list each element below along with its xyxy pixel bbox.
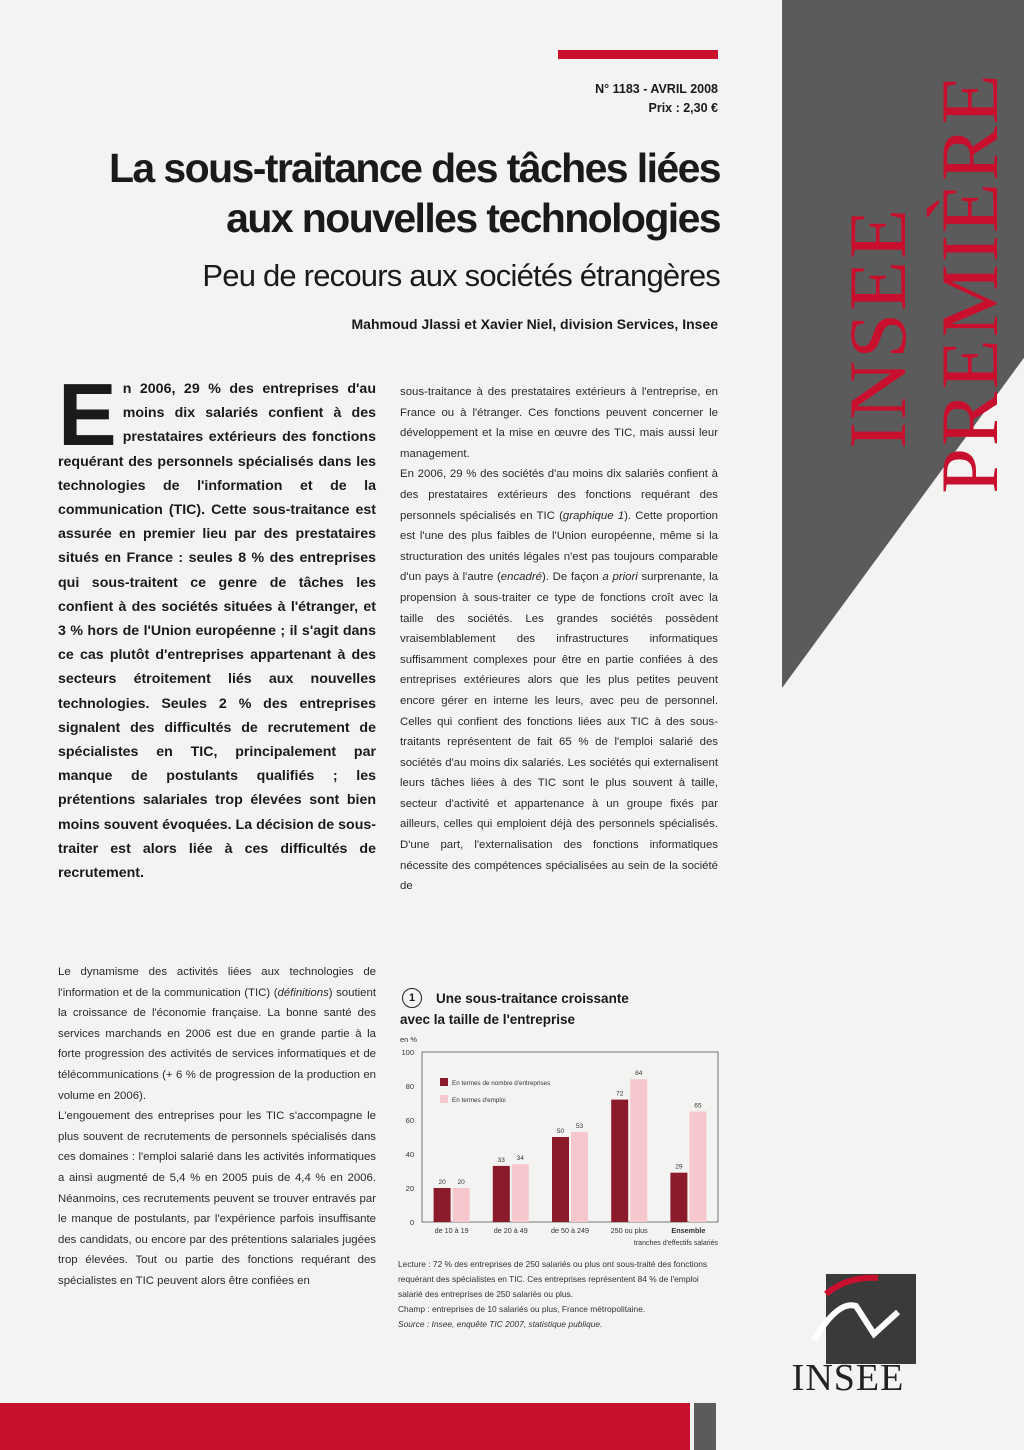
y-tick-label: 80 <box>405 1082 414 1091</box>
bar-emploi <box>630 1079 647 1222</box>
chart-number: 1 <box>402 988 422 1008</box>
header-accent-bar <box>558 50 718 59</box>
bar-chart <box>396 1032 726 1257</box>
chart-notes <box>398 1257 720 1332</box>
chart-title-line2: avec la taille de l'entreprise <box>400 1012 576 1027</box>
bar-value-label: 29 <box>675 1163 683 1171</box>
masthead-line2: PREMIÈRE <box>924 72 1015 494</box>
bar-value-label: 84 <box>635 1070 643 1078</box>
masthead-title <box>832 38 1015 538</box>
bar-emploi <box>512 1164 529 1222</box>
chart-ylabel: en % <box>400 1035 418 1044</box>
chart-xlabel: tranches d'effectifs salariés <box>633 1240 718 1247</box>
bar-emploi <box>571 1132 588 1222</box>
chart-title-line1: Une sous-traitance croissante <box>436 991 629 1006</box>
masthead-line1: INSEE <box>832 206 923 450</box>
bar-emploi <box>689 1112 706 1223</box>
y-tick-label: 60 <box>405 1116 414 1125</box>
bar-emploi <box>453 1188 470 1222</box>
footer-gray-block <box>694 1403 716 1450</box>
body-right-p2: En 2006, 29 % des sociétés d'au moins dix salariés confient à des prestataires extérieurs des fonctions requérant des personnels spécialisés en TIC (graphique 1). Cette proportion est l'une des plus faibles de l'Union européenne, même si la structuration des unités légales n'est pas toujours comparable d'un pays à l'autre (encadré). De façon a priori surprenante, la propension à sous-traiter ce type de fonctions croît avec la taille des sociétés. Les grandes sociétés possèdent vraisemblablement des infrastructures informatiques suffisamment complexes pour être en partie confiées à des entreprises extérieures alors que les plus petites peuvent encore gérer en interne les leurs, avec peu de personnel. Celles qui confient des fonctions liées aux TIC à des sous-traitants représentent de fait 65 % de l'emploi salarié des sociétés d'au moins dix salariés. Les sociétés qui externalisent leurs tâches liées à des TIC sont le plus souvent à taille, secteur d'activité et appartenance à un groupe fixés par ailleurs, celles qui emploient déjà des personnels spécialisés. D'une part, l'externalisation des fonctions informatiques nécessite des compétences spécialisées au sein de la société de <box>400 468 719 893</box>
issue-price: Prix : 2,30 € <box>648 101 718 115</box>
lead-text: n 2006, 29 % des entreprises d'au moins dix salariés confient à des prestataires extérieurs des fonctions requérant des personnels spécialisés dans les technologies de l'information et de la communication (TIC). Cette sous-traitance est assurée en premier lieu par des prestataires situés en France : seules 8 % des entreprises qui sous-traitent ce genre de tâches les confient à des sociétés situées à l'étranger, et 3 % hors de l'Union européenne ; il s'agit dans ce cas plutôt d'entreprises appartenant à des secteurs étroitement liés aux nouvelles technologies. Seules 2 % des entreprises signalent des difficultés de recrutement de spécialistes en TIC, principalement par manque de postulants qualifiés ; les prétentions salariales trop élevées sont bien moins souvent évoquées. La décision de sous-traiter est alors liée à ces difficultés de recrutement. <box>58 381 376 882</box>
body-right-p1: sous-traitance à des prestataires extérieurs à l'entreprise, en France ou à l'étranger. Ces fonctions peuvent concerner le développement et la mise en œuvre des TIC, mais aussi leur management. <box>400 386 718 460</box>
y-tick-label: 40 <box>405 1150 414 1159</box>
note-lecture: Lecture : 72 % des entreprises de 250 salariés ou plus ont sous-traité des fonctions requérant des spécialistes en TIC. Ces entreprises représentent 84 % de l'emploi salarié des entreprises de 250 salariés ou plus. <box>398 1259 708 1299</box>
legend-swatch <box>440 1078 448 1086</box>
insee-logo-word: INSEE <box>791 1357 905 1399</box>
body-column-right <box>400 382 718 897</box>
bar-value-label: 33 <box>497 1156 505 1164</box>
bar-value-label: 34 <box>516 1155 524 1163</box>
bar-value-label: 20 <box>438 1179 446 1186</box>
x-tick-label: de 10 à 19 <box>434 1226 469 1235</box>
legend-label: En termes de nombre d'entreprises <box>452 1080 551 1087</box>
chart-title <box>400 988 718 1030</box>
x-tick-label: de 50 à 249 <box>551 1226 589 1235</box>
note-champ: Champ : entreprises de 10 salariés ou plus, France métropolitaine. <box>398 1304 646 1314</box>
legend-label: En termes d'emploi <box>452 1097 506 1104</box>
bar-entreprises <box>552 1137 569 1222</box>
bar-entreprises <box>434 1188 451 1222</box>
bar-value-label: 53 <box>575 1122 584 1130</box>
legend-swatch <box>440 1095 448 1103</box>
page-subtitle: Peu de recours aux sociétés étrangères <box>202 258 720 293</box>
issue-number: N° 1183 - AVRIL 2008 <box>595 82 718 96</box>
authors: Mahmoud Jlassi et Xavier Niel, division Services, Insee <box>351 316 718 332</box>
x-tick-label: Ensemble <box>671 1226 706 1235</box>
x-tick-label: 250 ou plus <box>610 1226 648 1235</box>
note-source: Source : Insee, enquête TIC 2007, statistique publique. <box>398 1319 603 1329</box>
bar-value-label: 65 <box>694 1102 702 1110</box>
bar-value-label: 72 <box>616 1090 624 1098</box>
body-left-p2: L'engouement des entreprises pour les TIC s'accompagne le plus souvent de recrutements de personnels spécialisés dans ces domaines : l'emploi salarié dans les activités informatiques a ainsi augmenté de 5,4 % en 2005 puis de 4,4 % en 2006. Néanmoins, ces recrutements peuvent se trouver entravés par le manque de postulants, par l'expérience parfois insuffisante des candidats, ou encore par des prétentions salariales jugées trop élevées. Tout ou partie des fonctions requérant des spécialistes en TIC peuvent alors être confiées en <box>58 1110 376 1287</box>
bar-value-label: 20 <box>457 1179 465 1186</box>
issue-info <box>595 80 718 118</box>
lead-paragraph <box>58 365 376 885</box>
bar-value-label: 50 <box>556 1128 565 1135</box>
title-line1: La sous-traitance des tâches liées <box>108 145 720 191</box>
y-tick-label: 100 <box>401 1048 414 1057</box>
y-tick-label: 20 <box>405 1184 414 1193</box>
body-left-p1: Le dynamisme des activités liées aux technologies de l'information et de la communication (TIC) (définitions) soutient la croissance de l'économie française. La bonne santé des services marchands en 2006 est due en grande partie à la forte progression des activités de services informatiques et de télécommunications (+ 6 % de progression de la production en volume en 2006). <box>58 966 376 1102</box>
body-column-left <box>58 962 376 1292</box>
bar-entreprises <box>493 1166 510 1222</box>
x-tick-label: de 20 à 49 <box>493 1226 528 1235</box>
dropcap: E <box>58 365 117 464</box>
footer-bar <box>0 1403 690 1450</box>
title-line2: aux nouvelles technologies <box>226 195 720 241</box>
bar-entreprises <box>670 1173 687 1222</box>
bar-entreprises <box>611 1100 628 1222</box>
y-tick-label: 0 <box>409 1218 414 1227</box>
page-title <box>80 143 720 243</box>
